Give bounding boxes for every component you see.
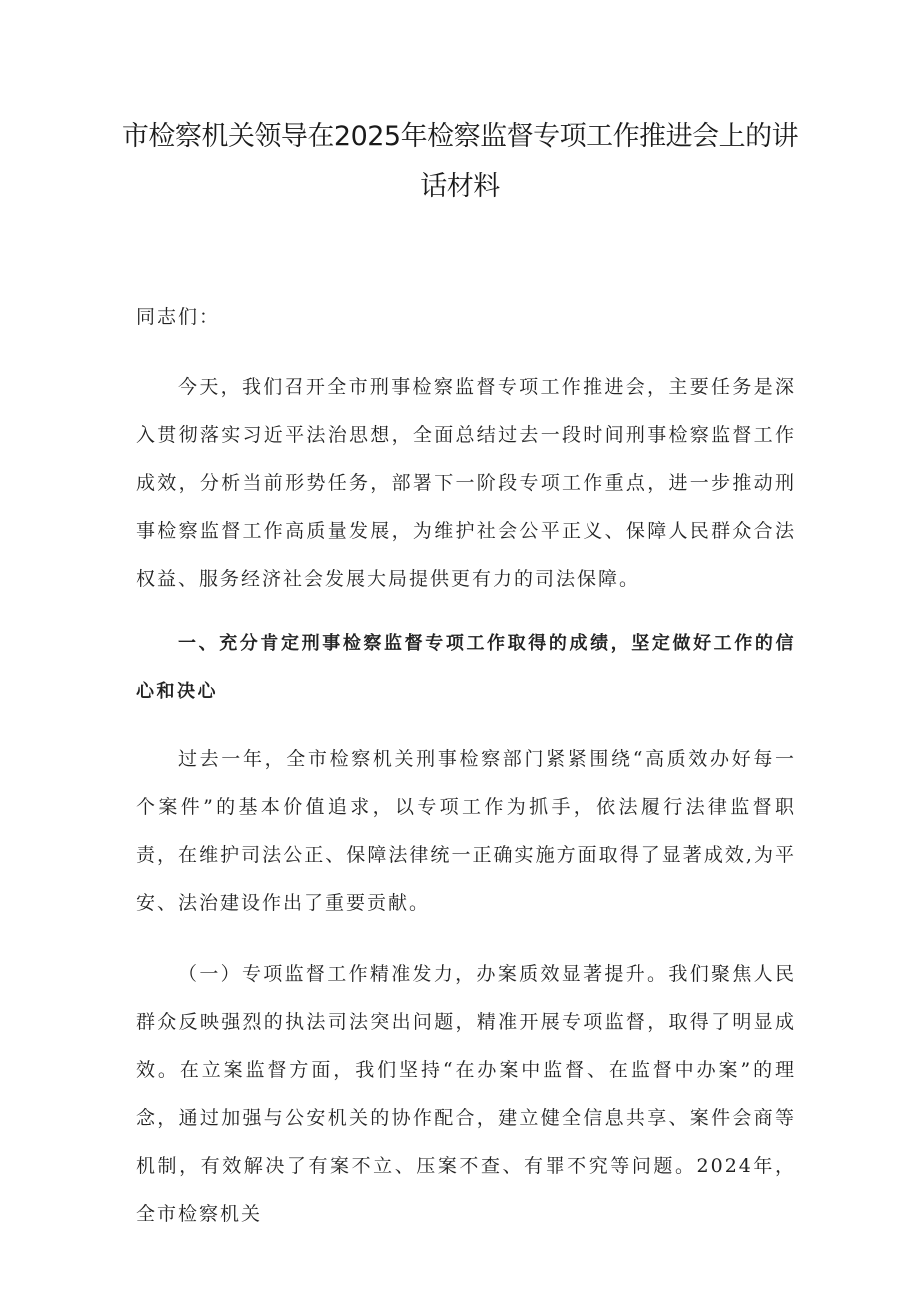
section-heading-1: 一、充分肯定刑事检察监督专项工作取得的成绩，坚定做好工作的信心和决心	[136, 633, 796, 702]
document-title: 市检察机关领导在2025年检察监督专项工作推进会上的讲话材料	[121, 121, 799, 202]
paragraph-achievements: 过去一年，全市检察机关刑事检察部门紧紧围绕“高质效办好每一个案件”的基本价值追求，以专项工作为抓手，依法履行法律监督职责，在维护司法公正、保障法律统一正确实施方面取得了显著成效,为平安、法治建设作出了重要贡献。	[136, 748, 796, 914]
salutation: 同志们：	[136, 306, 221, 328]
paragraph-subsection-1: （一）专项监督工作精准发力，办案质效显著提升。我们聚焦人民群众反映强烈的执法司法突出问题，精准开展专项监督，取得了明显成效。在立案监督方面，我们坚持“在办案中监督、在监督中办案”的理念，通过加强与公安机关的协作配合，建立健全信息共享、案件会商等机制，有效解决了有案不立、压案不查、有罪不究等问题。2024年，全市检察机关	[136, 963, 796, 1225]
paragraph-intro: 今天，我们召开全市刑事检察监督专项工作推进会，主要任务是深入贯彻落实习近平法治思想，全面总结过去一段时间刑事检察监督工作成效，分析当前形势任务，部署下一阶段专项工作重点，进一步推动刑事检察监督工作高质量发展，为维护社会公平正义、保障人民群众合法权益、服务经济社会发展大局提供更有力的司法保障。	[136, 376, 796, 590]
